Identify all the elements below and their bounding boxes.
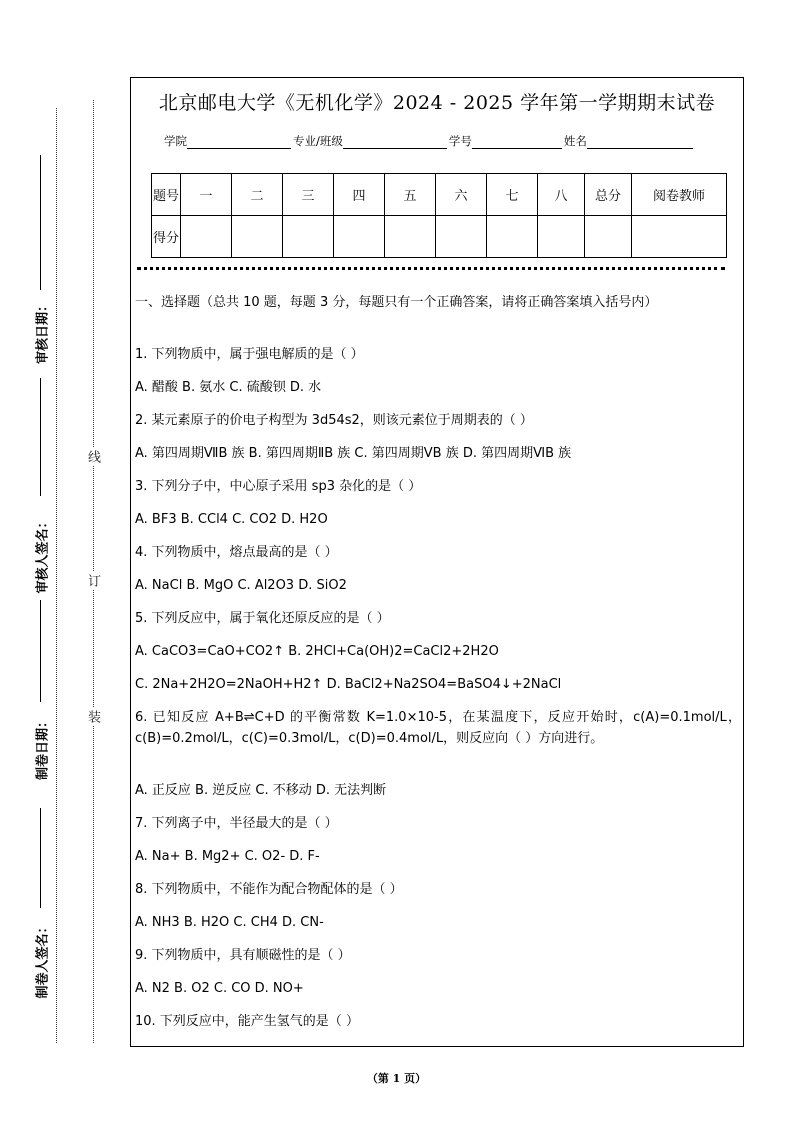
major-class-field[interactable] — [343, 135, 447, 149]
binding-mark-xian: 线 — [85, 450, 100, 463]
question-7: 7. 下列离子中，半径最大的是（ ） — [135, 816, 338, 831]
score-col-header: 四 — [334, 174, 385, 216]
question-4-options: A. NaCl B. MgO C. Al2O3 D. SiO2 — [135, 578, 347, 593]
student-id-field[interactable] — [472, 135, 562, 149]
question-1-options: A. 醋酸 B. 氨水 C. 硫酸钡 D. 水 — [135, 380, 322, 395]
score-col-header: 六 — [436, 174, 487, 216]
question-5-options-ab: A. CaCO3=CaO+CO2↑ B. 2HCl+Ca(OH)2=CaCl2+2H2O — [135, 644, 499, 659]
reviewer-signature-line[interactable] — [40, 378, 41, 496]
question-9-options: A. N2 B. O2 C. CO D. NO+ — [135, 981, 304, 996]
question-5: 5. 下列反应中，属于氧化还原反应的是（ ） — [135, 611, 390, 626]
major-class-label: 专业/班级 — [293, 134, 343, 148]
score-cell[interactable] — [487, 216, 538, 258]
question-5-options-cd: C. 2Na+2H2O=2NaOH+H2↑ D. BaCl2+Na2SO4=BaSO4↓+2NaCl — [135, 677, 562, 692]
student-id-label: 学号 — [448, 134, 472, 148]
question-8: 8. 下列物质中，不能作为配合物配体的是（ ） — [135, 882, 403, 897]
question-2-options: A. 第四周期ⅦB 族 B. 第四周期ⅡB 族 C. 第四周期ⅤB 族 D. 第四周期ⅥB 族 — [135, 446, 572, 461]
score-table-row2-label: 得分 — [152, 216, 181, 258]
score-table-header-row — [152, 174, 727, 216]
score-cell[interactable] — [334, 216, 385, 258]
score-col-header: 五 — [385, 174, 436, 216]
score-col-header: 二 — [232, 174, 283, 216]
question-4: 4. 下列物质中，熔点最高的是（ ） — [135, 545, 338, 560]
score-col-header: 八 — [538, 174, 585, 216]
score-col-header: 总分 — [585, 174, 632, 216]
name-label: 姓名 — [563, 134, 587, 148]
binding-mark-zhuang: 装 — [85, 710, 100, 723]
review-date-line[interactable] — [40, 155, 41, 290]
score-col-header: 一 — [181, 174, 232, 216]
compose-date-label: 制卷日期： — [35, 715, 51, 781]
exam-title: 北京邮电大学《无机化学》2024 - 2025 学年第一学期期末试卷 — [158, 92, 716, 114]
question-10: 10. 下列反应中，能产生氢气的是（ ） — [135, 1014, 359, 1029]
compose-date-line[interactable] — [40, 600, 41, 702]
score-col-header: 七 — [487, 174, 538, 216]
score-cell[interactable] — [385, 216, 436, 258]
score-cell[interactable] — [585, 216, 632, 258]
score-cell[interactable] — [283, 216, 334, 258]
binding-dotted-line-outer — [56, 108, 57, 1043]
score-cell[interactable] — [436, 216, 487, 258]
question-8-options: A. NH3 B. H2O C. CH4 D. CN- — [135, 915, 324, 930]
score-cell[interactable] — [632, 216, 727, 258]
question-3: 3. 下列分子中，中心原子采用 sp3 杂化的是（ ） — [135, 479, 422, 494]
score-col-header: 阅卷教师 — [632, 174, 727, 216]
question-9: 9. 下列物质中，具有顺磁性的是（ ） — [135, 948, 351, 963]
score-col-header: 三 — [283, 174, 334, 216]
reviewer-signature-label: 审核人签名： — [35, 515, 51, 594]
question-1: 1. 下列物质中，属于强电解质的是（ ） — [135, 347, 364, 362]
question-6: 6. 已知反应 A+B⇌C+D 的平衡常数 K=1.0×10-5，在某温度下，反应开始时，c(A)=0.1mol/L，c(B)=0.2mol/L，c(C)=0.3mol/L，c(D)=0.4mol/L，则反应向（ ）方向进行。 — [135, 710, 741, 746]
college-field[interactable] — [187, 135, 291, 149]
score-table-score-row — [152, 216, 727, 258]
dotted-separator — [137, 267, 725, 270]
exam-frame — [130, 77, 744, 1047]
composer-signature-label: 制卷人签名： — [35, 920, 51, 999]
score-cell[interactable] — [538, 216, 585, 258]
score-table — [151, 173, 727, 258]
review-date-label: 审核日期： — [35, 299, 51, 365]
question-7-options: A. Na+ B. Mg2+ C. O2- D. F- — [135, 849, 320, 864]
student-info-row — [164, 133, 695, 149]
name-field[interactable] — [587, 135, 693, 149]
score-cell[interactable] — [181, 216, 232, 258]
college-label: 学院 — [164, 134, 187, 148]
section1-heading: 一、选择题（总共 10 题，每题 3 分，每题只有一个正确答案，请将正确答案填入括号内） — [135, 295, 658, 310]
page-number: （第 1 页） — [366, 1072, 427, 1085]
composer-signature-line[interactable] — [40, 808, 41, 908]
score-table-row1-label: 题号 — [152, 174, 181, 216]
score-cell[interactable] — [232, 216, 283, 258]
question-2: 2. 某元素原子的价电子构型为 3d54s2，则该元素位于周期表的（ ） — [135, 413, 533, 428]
question-6-options: A. 正反应 B. 逆反应 C. 不移动 D. 无法判断 — [135, 783, 387, 798]
binding-mark-ding: 订 — [85, 574, 100, 587]
question-3-options: A. BF3 B. CCl4 C. CO2 D. H2O — [135, 512, 328, 527]
